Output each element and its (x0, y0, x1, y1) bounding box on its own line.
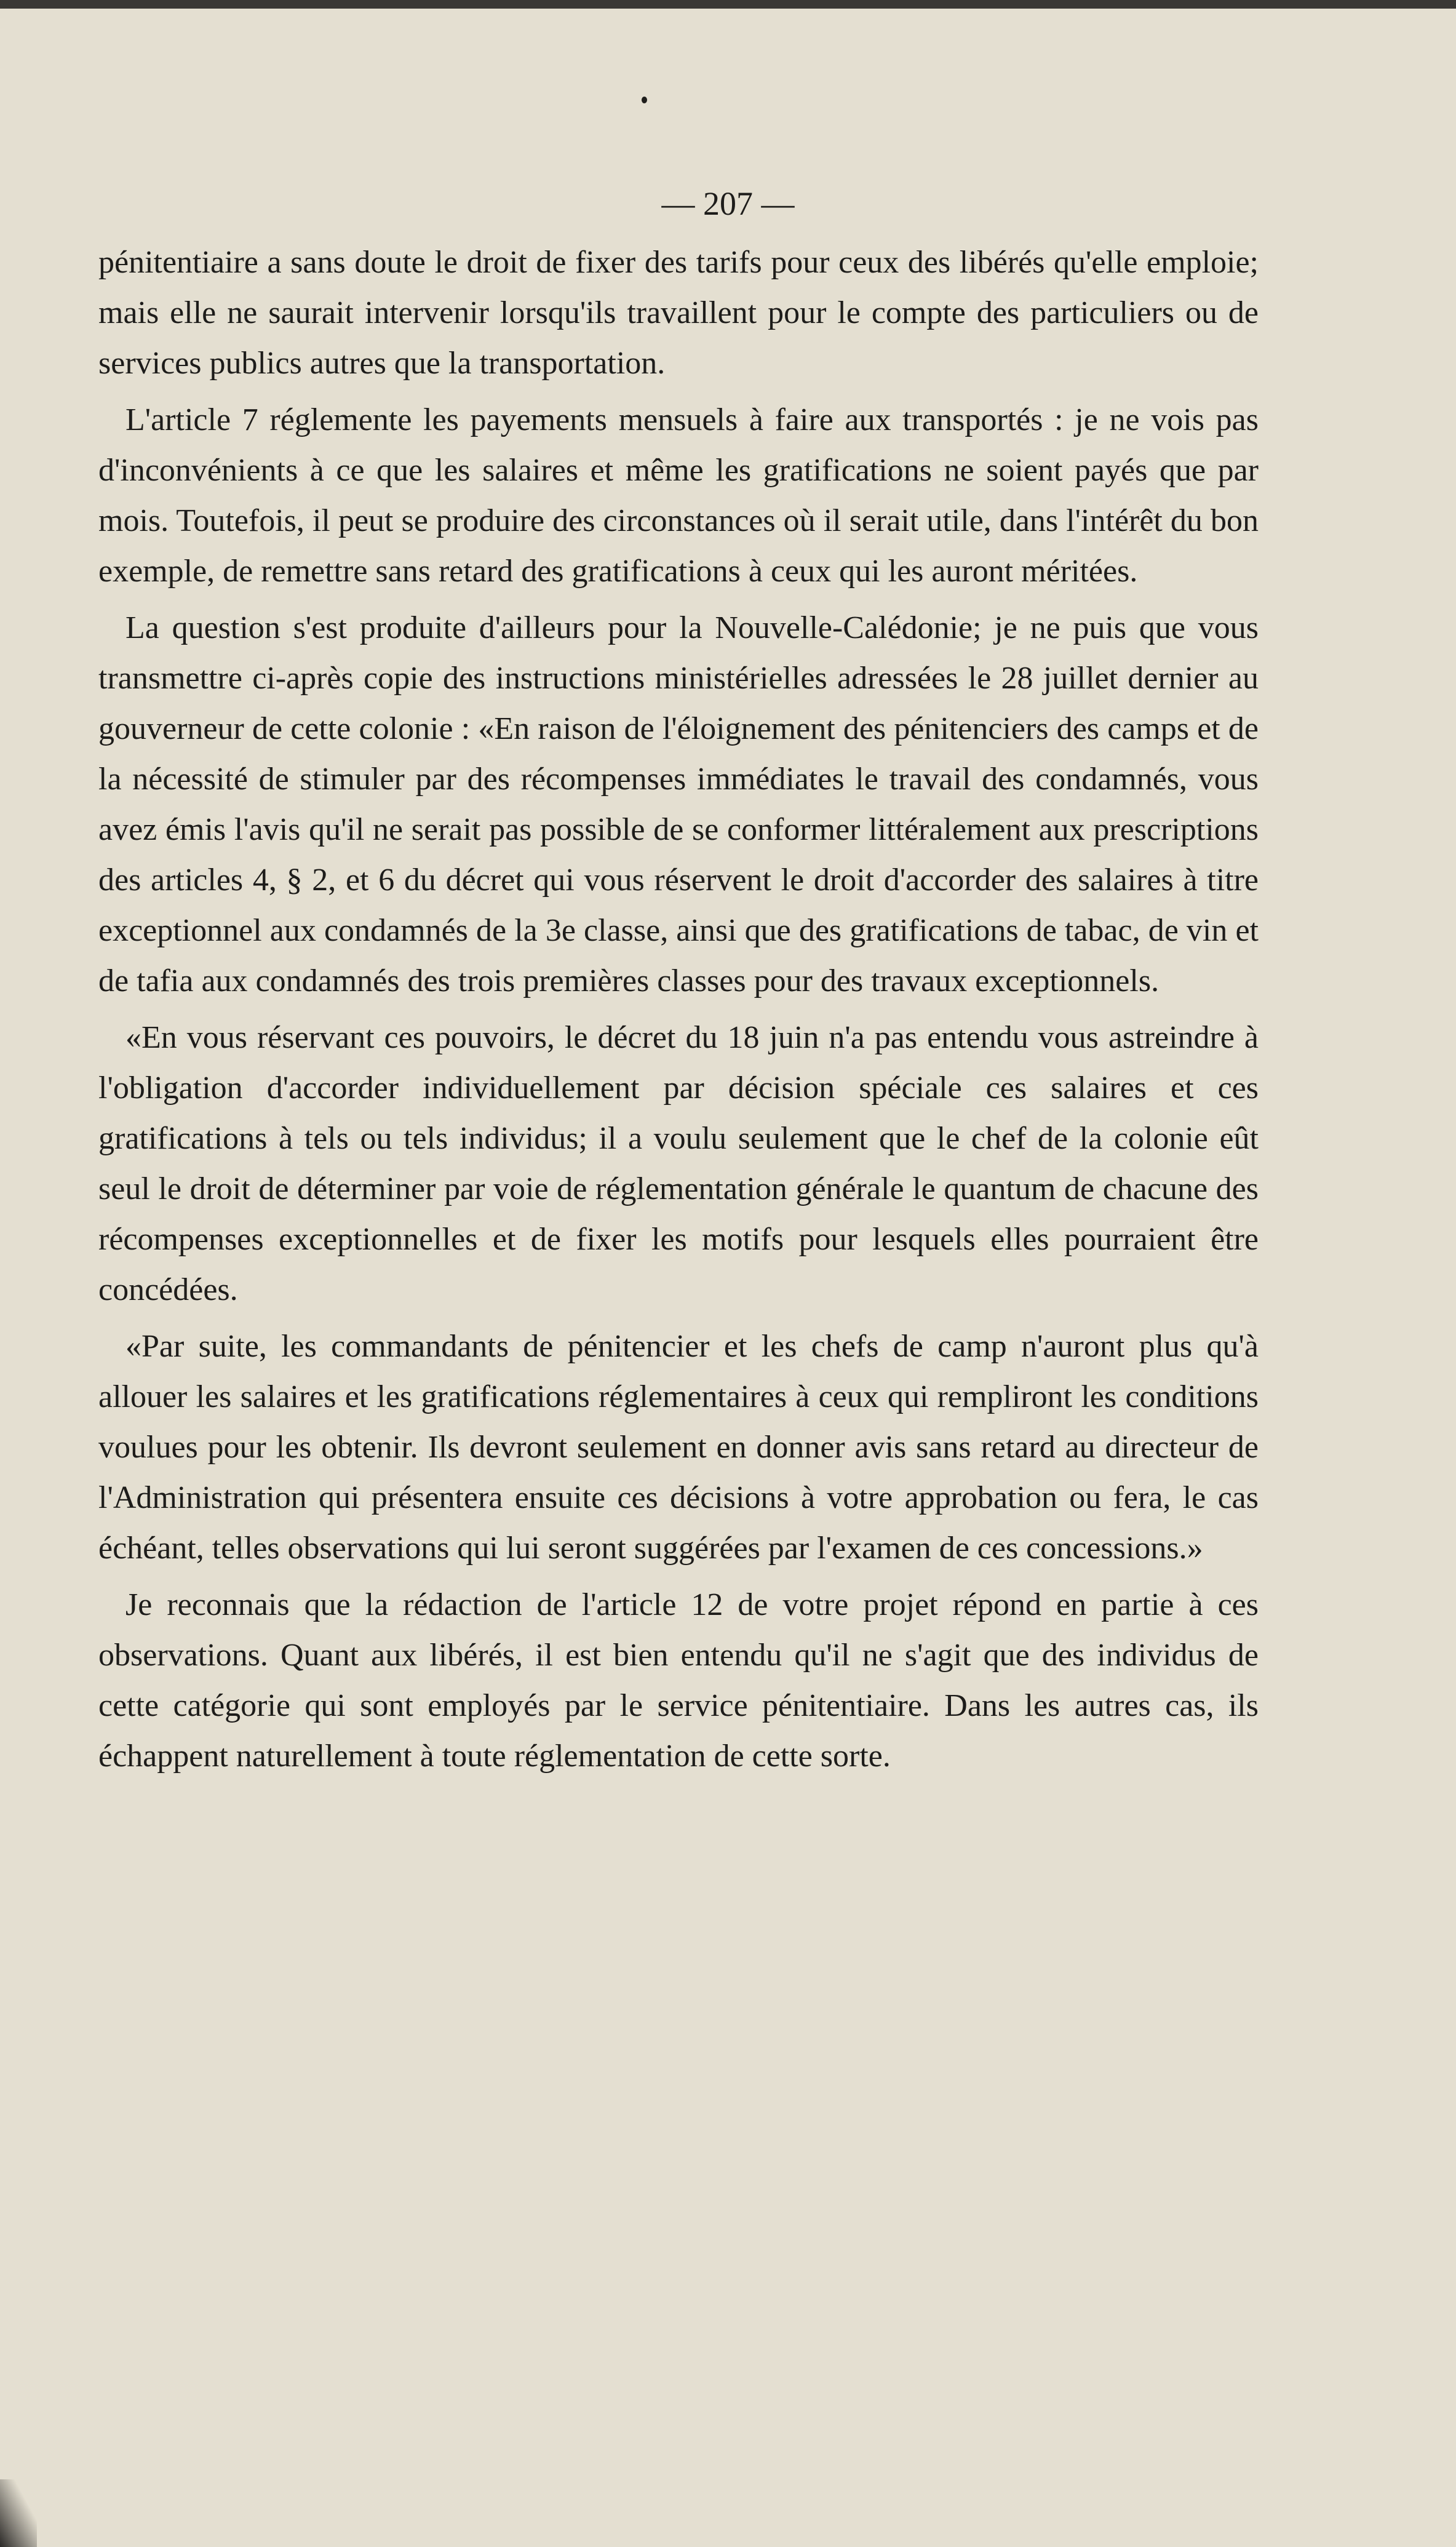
paragraph-4: «En vous réservant ces pouvoirs, le décret du 18 juin n'a pas entendu vous astreindre à l'obligation d'accorder individuellement par décision spéciale ces salaires et ces gratifications à tels ou tels individus; il a voulu seulement que le chef de la colonie eût seul le droit de déterminer par voie de réglementation générale le quantum de chacune des récompenses exceptionnelles et de fixer les motifs pour lesquels elles pourraient être concédées. (98, 1020, 1259, 1307)
paragraph-1: pénitentiaire a sans doute le droit de fixer des tarifs pour ceux des libérés qu'elle emploie; mais elle ne saurait intervenir lorsqu'ils travaillent pour le compte des particuliers ou de services publics autres que la transportation. (98, 245, 1259, 381)
paragraph-6: Je reconnais que la rédaction de l'article 12 de votre projet répond en partie à ces observations. Quant aux libérés, il est bien entendu qu'il ne s'agit que des individus de cette catégorie qui sont employés par le service pénitentiaire. Dans les autres cas, ils échappent naturellement à toute réglementation de cette sorte. (98, 1587, 1259, 1774)
paragraph-3: La question s'est produite d'ailleurs pour la Nouvelle-Calédonie; je ne puis que vous transmettre ci-après copie des instructions ministérielles adressées le 28 juillet dernier au gouverneur de cette colonie : «En raison de l'éloignement des pénitenciers des camps et de la nécessité de stimuler par des récompenses immédiates le travail des condamnés, vous avez émis l'avis qu'il ne serait pas possible de se conformer littéralement aux prescriptions des articles 4, § 2, et 6 du décret qui vous réservent le droit d'accorder des salaires à titre exceptionnel aux condamnés de la 3e classe, ainsi que des gratifications de tabac, de vin et de tafia aux condamnés des trois premières classes pour des travaux exceptionnels. (98, 610, 1259, 998)
ink-speck (642, 97, 647, 103)
paragraph-2: L'article 7 réglemente les payements mensuels à faire aux transportés : je ne vois pas d'inconvénients à ce que les salaires et même les gratifications ne soient payés que par mois. Toutefois, il peut se produire des circonstances où il serait utile, dans l'intérêt du bon exemple, de remettre sans retard des gratifications à ceux qui les auront méritées. (98, 402, 1259, 589)
page-number: — 207 — (661, 185, 795, 222)
page-top-edge (0, 0, 1456, 9)
body-text (98, 237, 1259, 1788)
paragraph-5: «Par suite, les commandants de pénitencier et les chefs de camp n'auront plus qu'à allouer les salaires et les gratifications réglementaires à ceux qui rempliront les conditions voulues pour les obtenir. Ils devront seulement en donner avis sans retard au directeur de l'Administration qui présentera ensuite ces décisions à votre approbation ou fera, le cas échéant, telles observations qui lui seront suggérées par l'examen de ces concessions.» (98, 1329, 1259, 1566)
page-corner-shadow (0, 2479, 37, 2547)
